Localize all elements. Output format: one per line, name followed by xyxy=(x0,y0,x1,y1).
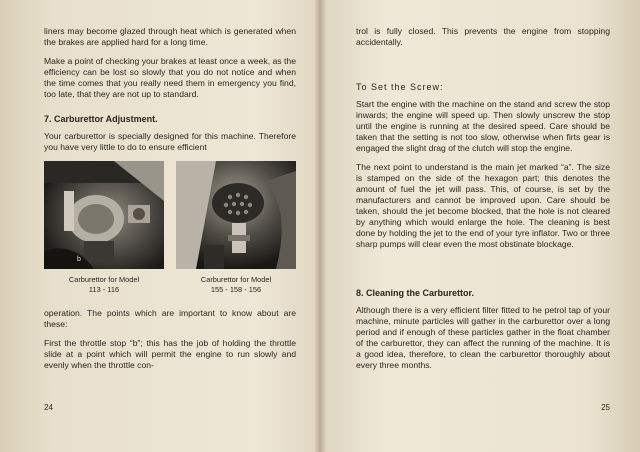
left-paragraph-3: Your carburettor is specially designed for this machine. Therefore you have very little to do to ensure efficient xyxy=(44,131,296,152)
left-paragraph-1: liners may become glazed through heat which is generated when the brakes are applied hard for a long time. xyxy=(44,26,296,47)
right-paragraph-3: The next point to understand is the main jet marked “a”. The size is stamped on the side of the hexagon part; this denotes the amount of fuel the jet will pass. This, of course, is set by the manufacturers and cannot be improved upon. Care should be taken, should the jet become blocked, that the hole is not cleared by anything which would enlarge the hole. The cleaning is best done by holding the jet to the end of your tyre inflator. Two or three sharp pumps will clear even the most obstinate blockage. xyxy=(356,162,610,249)
section-heading-carburettor-adjustment: 7. Carburettor Adjustment. xyxy=(44,114,158,124)
left-paragraph-5: First the throttle stop “b”; this has the job of holding the throttle slide at a point which will permit the engine to run slowly and evenly when the throttle con- xyxy=(44,338,296,370)
caption-1-line-1: Carburettor for Model xyxy=(68,275,140,284)
right-paragraph-4: Although there is a very efficient filter fitted to he petrol tap of your machine, minute particles will gather in the carburettor over a long period and if enough of these particles gather in the float chamber of the carburettor, they can affect the running of the machine. It is a good idea, therefore, to clean the carburettor thoroughly about every three months. xyxy=(356,305,610,370)
left-paragraph-2: Make a point of checking your brakes at least once a week, as the efficiency can be lost so slowly that you do not notice and when the time comes that you really need them in emergency you find, too late, that they are not up to standard. xyxy=(44,56,296,99)
carburettor-photo-model-113-116 xyxy=(44,161,164,269)
right-page xyxy=(320,0,640,452)
carburettor-photo-model-155-158-156 xyxy=(176,161,296,269)
photo-captions xyxy=(44,275,296,294)
page-number-right: 25 xyxy=(601,403,610,412)
caption-2-line-2: 155 - 158 - 156 xyxy=(210,284,262,294)
caption-2-line-1: Carburettor for Model xyxy=(200,275,272,284)
caption-model-113-116 xyxy=(44,275,164,294)
svg-text:b: b xyxy=(77,256,81,263)
left-paragraph-4: operation. The points which are important to know about are these: xyxy=(44,308,296,329)
section-heading-cleaning-carburettor: 8. Cleaning the Carburettor. xyxy=(356,288,475,298)
page-number-left: 24 xyxy=(44,403,53,412)
right-paragraph-1: trol is fully closed. This prevents the engine from stopping accidentally. xyxy=(356,26,610,47)
subheading-set-the-screw: To Set the Screw: xyxy=(356,82,444,92)
carburettor-photos xyxy=(44,161,296,269)
caption-1-line-2: 113 - 116 xyxy=(88,284,120,294)
caption-model-155-158-156 xyxy=(176,275,296,294)
right-paragraph-2: Start the engine with the machine on the stand and screw the stop inwards; the engine will speed up. Then slowly unscrew the stop until the engine is running at the desired speed. Care should be taken that the setting is not too slow, otherwise when firts gear is engaged the slight drag of the clutch will stop the engine. xyxy=(356,99,610,153)
